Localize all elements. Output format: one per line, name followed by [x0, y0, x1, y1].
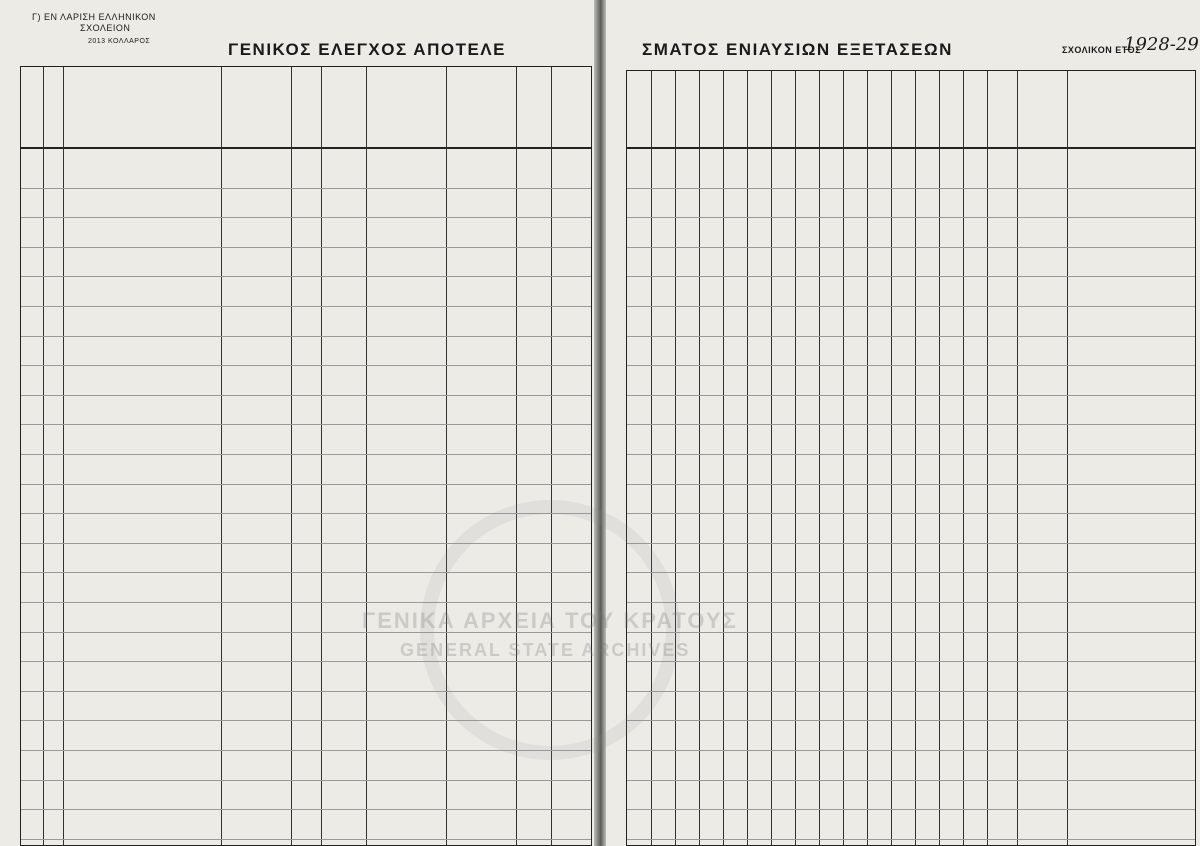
left-col-divider [446, 67, 447, 845]
printer-note: 2013 ΚΟΛΛΑΡΟΣ [88, 38, 151, 45]
left-col-divider [551, 67, 552, 845]
right-row-line [627, 750, 1195, 751]
left-row-line [21, 720, 591, 721]
right-row-line [627, 809, 1195, 810]
left-row-line [21, 661, 591, 662]
left-row-line [21, 424, 591, 425]
left-col-divider [321, 67, 322, 845]
right-row-line [627, 691, 1195, 692]
right-row-line [627, 513, 1195, 514]
left-row-line [21, 691, 591, 692]
left-col-divider [221, 67, 222, 845]
school-line-2: ΣΧΟΛΕΙΟΝ [80, 23, 131, 33]
school-line-1: Γ) ΕΝ ΛΑΡΙΣΗ ΕΛΛΗΝΙΚΟΝ [32, 12, 156, 22]
left-row-line [21, 809, 591, 810]
left-col-divider [43, 67, 44, 845]
book-gutter [594, 0, 606, 846]
left-row-line [21, 217, 591, 218]
right-row-line [627, 632, 1195, 633]
left-row-line [21, 602, 591, 603]
school-year-label: ΣΧΟΛΙΚΟΝ ΕΤΟΣ [1062, 45, 1141, 55]
right-row-line [627, 424, 1195, 425]
left-page [0, 0, 598, 846]
left-table [20, 66, 592, 846]
right-row-line [627, 543, 1195, 544]
right-header-divider [627, 147, 1195, 149]
right-page [602, 0, 1200, 846]
right-row-line [627, 395, 1195, 396]
right-row-line [627, 572, 1195, 573]
right-row-line [627, 780, 1195, 781]
right-row-line [627, 484, 1195, 485]
right-row-line [627, 365, 1195, 366]
ledger-title-right: ΣΜΑΤΟΣ ΕΝΙΑΥΣΙΩΝ ΕΞΕΤΑΣΕΩΝ [642, 40, 953, 59]
left-row-line [21, 632, 591, 633]
right-row-line [627, 188, 1195, 189]
left-col-divider [516, 67, 517, 845]
left-row-line [21, 543, 591, 544]
left-row-line [21, 780, 591, 781]
left-row-line [21, 454, 591, 455]
left-row-line [21, 276, 591, 277]
right-row-line [627, 276, 1195, 277]
right-row-line [627, 720, 1195, 721]
right-row-line [627, 602, 1195, 603]
right-row-line [627, 306, 1195, 307]
left-header-divider [21, 147, 591, 149]
left-col-divider [366, 67, 367, 845]
left-row-line [21, 572, 591, 573]
right-row-line [627, 336, 1195, 337]
right-row-line [627, 454, 1195, 455]
right-row-line [627, 217, 1195, 218]
watermark-greek: ΓΕΝΙΚΑ ΑΡΧΕΙΑ ΤΟΥ ΚΡΑΤΟΥΣ [362, 608, 738, 633]
left-row-line [21, 188, 591, 189]
right-row-line [627, 247, 1195, 248]
watermark-english: GENERAL STATE ARCHIVES [400, 640, 691, 660]
left-row-line [21, 839, 591, 840]
left-row-line [21, 750, 591, 751]
left-row-line [21, 395, 591, 396]
right-row-line [627, 661, 1195, 662]
left-row-line [21, 513, 591, 514]
ledger-title-left: ΓΕΝΙΚΟΣ ΕΛΕΓΧΟΣ ΑΠΟΤΕΛΕ [228, 40, 506, 59]
right-row-line [627, 839, 1195, 840]
left-row-line [21, 306, 591, 307]
left-row-line [21, 484, 591, 485]
left-row-line [21, 336, 591, 337]
left-row-line [21, 247, 591, 248]
left-row-line [21, 365, 591, 366]
left-col-divider [63, 67, 64, 845]
school-year-value: 1928-29 [1124, 34, 1199, 55]
right-table [626, 70, 1196, 846]
left-col-divider [291, 67, 292, 845]
